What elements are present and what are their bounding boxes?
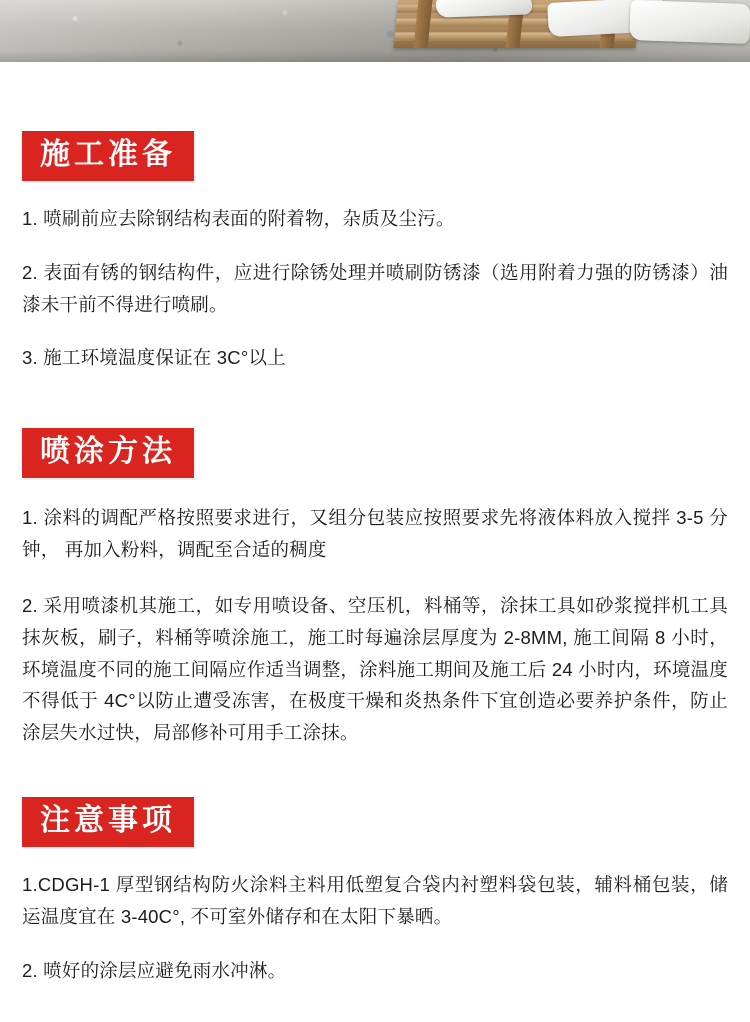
- list-item: 2. 采用喷漆机其施工，如专用喷设备、空压机，料桶等，涂抹工具如砂浆搅拌机工具抹灰板，刷子，料桶等喷涂施工，施工时每遍涂层厚度为 2-8MM, 施工间隔 8 小时，环境温度不同的施工间隔应作适当调整，涂料施工期间及施工后 24 小时内，环境温度不得低于 4C°以防止遭受冻害，在极度干燥和炎热条件下宜创造必要养护条件，防止涂层失水过快，局部修补可用手工涂抹。: [22, 594, 728, 744]
- list-item: 1. 喷刷前应去除钢结构表面的附着物，杂质及尘污。: [22, 208, 455, 229]
- section-heading-precautions: 注意事项: [22, 797, 194, 847]
- list-item: 1. 涂料的调配严格按照要求进行，又组分包装应按照要求先将液体料放入搅拌 3-5 分钟， 再加入粉料，调配至合适的稠度: [22, 507, 728, 561]
- section-construction-preparation: [22, 62, 728, 374]
- preparation-item-list: [22, 203, 728, 374]
- method-item-list: [22, 502, 728, 749]
- document-content: [0, 62, 750, 986]
- list-item: 2. 喷好的涂层应避免雨水冲淋。: [22, 959, 287, 981]
- section-heading-spraying-method: 喷涂方法: [22, 428, 194, 478]
- precaution-item-list: [22, 869, 728, 986]
- section-heading-construction-preparation: 施工准备: [22, 131, 194, 181]
- list-item: 2. 表面有锈的钢结构件，应进行除锈处理并喷刷防锈漆（选用附着力强的防锈漆）油漆未干前不得进行喷刷。: [22, 261, 728, 315]
- section-precautions: [22, 749, 728, 986]
- header-photo-strip: [0, 0, 750, 62]
- list-item: 3. 施工环境温度保证在 3C°以上: [22, 347, 286, 369]
- material-bag: [629, 0, 750, 44]
- section-spraying-method: [22, 374, 728, 749]
- photo-bottom-shadow: [0, 50, 750, 62]
- list-item: 1.CDGH-1 厚型钢结构防火涂料主料用低塑复合袋内衬塑料袋包装，辅料桶包装，储运温度宜在 3-40C°, 不可室外储存和在太阳下暴晒。: [22, 873, 728, 927]
